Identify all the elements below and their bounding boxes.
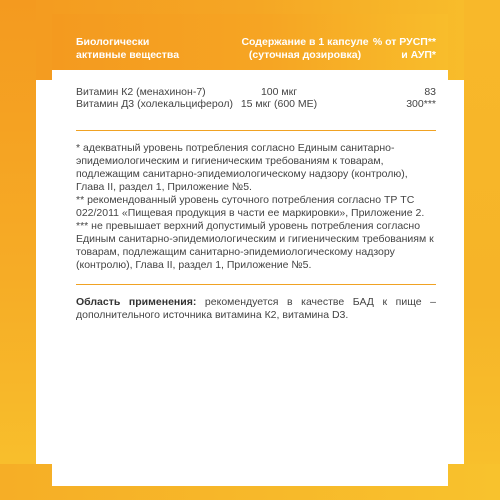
footnote-3: *** не превышает верхний допустимый уровень потребления согласно Единым санитарно-эпидемиологическим и гигиеническим требованиям к товарам, подлежащим санитарно-эпидемиологическому надзору (контролю), Глава II, раздел 1, Приложение №5. (76, 220, 434, 271)
footnotes (76, 142, 436, 272)
divider (76, 130, 436, 131)
footnote-1: * адекватный уровень потребления согласно Единым санитарно-эпидемиологическим и гигиеническим требованиям к товарам, подлежащим санитарно-эпидемиологическому надзору (контролю), Глава II, раздел 1, Приложение №5. (76, 142, 408, 193)
header-substances: Биологически активные вещества (76, 36, 180, 61)
usage-scope (76, 296, 436, 322)
table-row (76, 86, 436, 98)
table-row (76, 98, 436, 110)
header-content: Содержание в 1 капсуле (суточная дозировка) (241, 36, 369, 61)
row-amount: 100 мкг (260, 86, 298, 98)
row-percent: 300*** (406, 98, 436, 110)
divider (76, 284, 436, 285)
footnote-2: ** рекомендованный уровень суточного потребления согласно ТР ТС 022/2011 «Пищевая продукция в части ее маркировки», Приложение 2. (76, 194, 425, 219)
row-percent: 83 (424, 86, 436, 98)
usage-scope-text: рекомендуется в качестве БАД к пище – дополнительного источника витамина К2, витамина D3. (76, 296, 436, 321)
nutrient-table (76, 86, 436, 110)
row-amount: 15 мкг (600 МЕ) (240, 98, 318, 110)
orange-frame-left (0, 0, 36, 500)
table-header (52, 14, 448, 70)
row-name: Витамин К2 (менахинон-7) (76, 86, 206, 98)
row-name: Витамин Д3 (холекальциферол) (76, 98, 233, 110)
header-percent: % от РУСП** и АУП* (372, 36, 436, 61)
orange-frame-right (464, 0, 500, 500)
usage-scope-label: Область применения: (76, 296, 197, 308)
label-panel (52, 14, 448, 486)
